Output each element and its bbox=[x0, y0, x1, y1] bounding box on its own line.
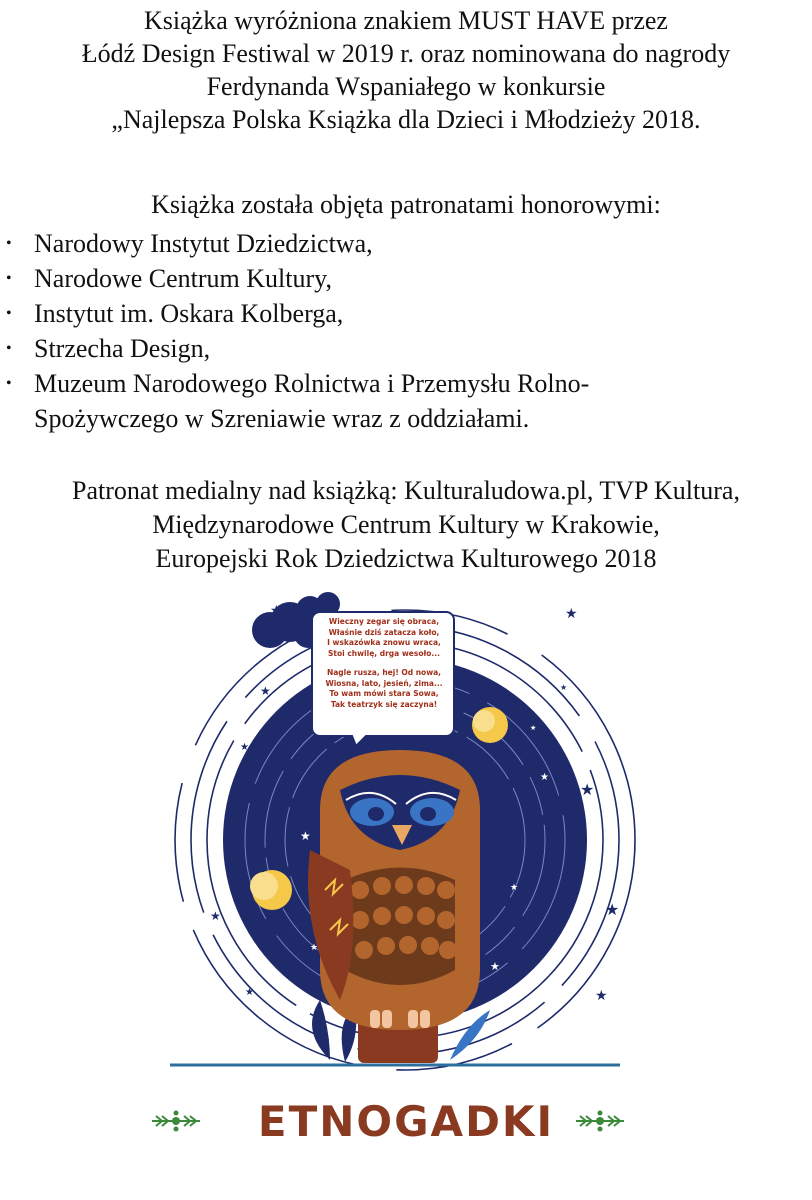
patron-item: • Narodowe Centrum Kultury, bbox=[0, 261, 812, 296]
patron-item: • Muzeum Narodowego Rolnictwa i Przemysłu Rolno- bbox=[0, 366, 812, 401]
svg-text:★: ★ bbox=[490, 961, 500, 973]
poem-line: Właśnie dziś zatacza koło, bbox=[328, 627, 440, 637]
svg-text:★: ★ bbox=[270, 604, 283, 619]
svg-text:★: ★ bbox=[510, 882, 519, 892]
patron-item-continuation: Spożywczego w Szreniawie wraz z oddziałami. bbox=[34, 404, 530, 433]
media-line: Patronat medialny nad książką: Kulturaludowa.pl, TVP Kultura, bbox=[72, 476, 740, 505]
poem-line: Nagle rusza, hej! Od nowa, bbox=[326, 668, 442, 677]
svg-text:★: ★ bbox=[605, 902, 620, 919]
svg-text:★: ★ bbox=[210, 909, 221, 923]
poem-line: Tak teatrzyk się zaczyna! bbox=[330, 699, 438, 709]
book-logo bbox=[0, 1094, 812, 1154]
svg-text:★: ★ bbox=[565, 607, 578, 622]
poem-line: To wam mówi stara Sowa, bbox=[329, 689, 439, 698]
book-title: ETNOGADKI bbox=[257, 1097, 555, 1146]
poem-line: Stoi chwilę, drga wesoło... bbox=[328, 648, 440, 658]
svg-text:★: ★ bbox=[300, 829, 311, 843]
poem-line: Wieczny zegar się obraca, bbox=[328, 617, 440, 626]
media-patronage bbox=[0, 474, 812, 576]
poem-line: Wiosna, lato, jesień, zima... bbox=[325, 678, 443, 688]
svg-text:★: ★ bbox=[580, 782, 595, 799]
patronage-list bbox=[0, 226, 812, 436]
ornament-right-icon bbox=[574, 1108, 626, 1134]
intro-line: Łódź Design Festiwal w 2019 r. oraz nominowana do nagrody bbox=[81, 39, 731, 68]
media-line: Międzynarodowe Centrum Kultury w Krakowie, bbox=[152, 510, 660, 539]
intro-text bbox=[0, 4, 812, 136]
owl bbox=[308, 750, 480, 1030]
svg-text:★: ★ bbox=[240, 742, 249, 753]
media-line: Europejski Rok Dziedzictwa Kulturowego 2018 bbox=[155, 544, 657, 573]
svg-text:★: ★ bbox=[530, 724, 537, 732]
svg-text:★: ★ bbox=[560, 683, 568, 692]
svg-text:★: ★ bbox=[260, 684, 271, 698]
intro-line: Książka wyróżniona znakiem MUST HAVE przez bbox=[144, 6, 668, 35]
patron-item: • Strzecha Design, bbox=[0, 331, 812, 366]
svg-text:★: ★ bbox=[310, 942, 319, 952]
poem-line: I wskazówka znowu wraca, bbox=[327, 638, 441, 647]
svg-text:★: ★ bbox=[245, 987, 254, 998]
intro-line: Ferdynanda Wspaniałego w konkursie bbox=[206, 72, 606, 101]
intro-line: „Najlepsza Polska Książka dla Dzieci i Młodzieży 2018. bbox=[111, 105, 701, 134]
patron-item: • Instytut im. Oskara Kolberga, bbox=[0, 296, 812, 331]
svg-text:★: ★ bbox=[540, 772, 549, 783]
poem-text bbox=[318, 617, 450, 735]
patron-item: • Narodowy Instytut Dziedzictwa, bbox=[0, 226, 812, 261]
patronage-heading: Książka została objęta patronatami honorowymi: bbox=[151, 190, 661, 219]
svg-text:★: ★ bbox=[595, 989, 608, 1004]
